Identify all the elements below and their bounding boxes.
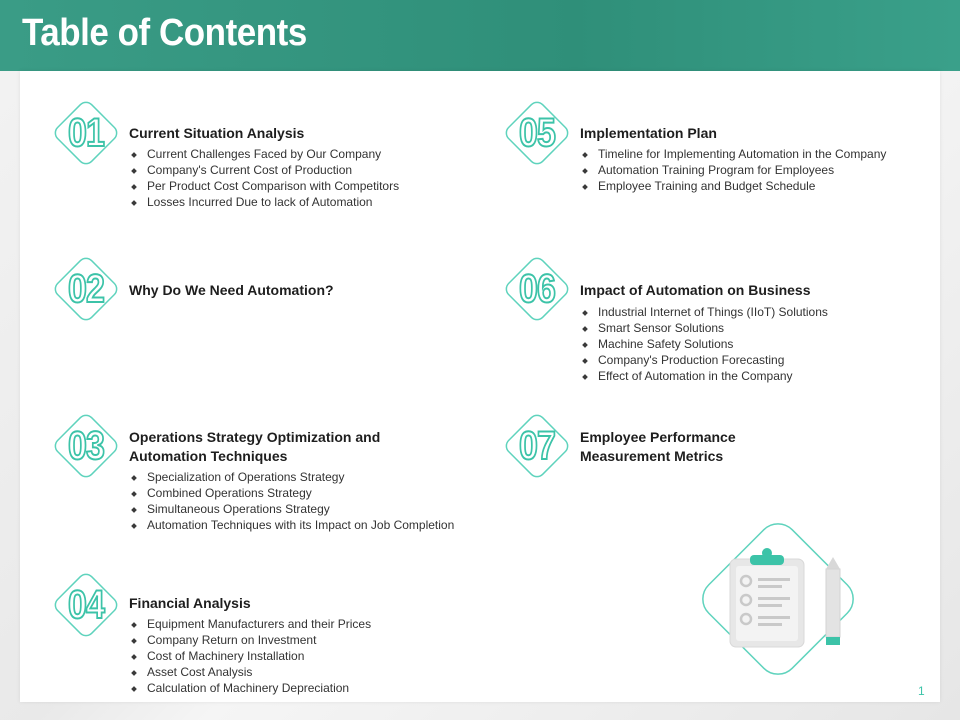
list-item: Industrial Internet of Things (IIoT) Solutions — [580, 304, 828, 320]
list-item: Per Product Cost Comparison with Competitors — [129, 178, 399, 194]
list-item: Company's Current Cost of Production — [129, 162, 399, 178]
list-item: Employee Training and Budget Schedule — [580, 178, 886, 194]
list-item: Company's Production Forecasting — [580, 352, 828, 368]
list-item: Company Return on Investment — [129, 632, 371, 648]
section-number: 02 — [67, 266, 105, 311]
section-number: 03 — [67, 423, 105, 468]
title-bar — [0, 0, 960, 71]
list-item: Effect of Automation in the Company — [580, 368, 828, 384]
list-item: Specialization of Operations Strategy — [129, 469, 454, 485]
list-item: Machine Safety Solutions — [580, 336, 828, 352]
section-items — [580, 146, 886, 194]
section-items — [129, 146, 399, 210]
list-item: Equipment Manufacturers and their Prices — [129, 616, 371, 632]
number-badge — [48, 251, 124, 327]
number-badge — [48, 567, 124, 643]
section-title: Employee Performance Measurement Metrics — [580, 429, 736, 464]
list-item: Cost of Machinery Installation — [129, 648, 371, 664]
section-items — [129, 616, 371, 696]
section-title: Operations Strategy Optimization and Automation Techniques — [129, 429, 381, 464]
section-items — [129, 469, 454, 533]
section-number: 05 — [518, 110, 556, 155]
number-badge — [499, 408, 575, 484]
section-number: 07 — [518, 423, 556, 468]
number-badge — [499, 95, 575, 171]
list-item: Smart Sensor Solutions — [580, 320, 828, 336]
section-title: Current Situation Analysis — [129, 125, 305, 141]
number-badge — [48, 95, 124, 171]
page-title: Table of Contents — [22, 12, 307, 54]
list-item: Asset Cost Analysis — [129, 664, 371, 680]
list-item: Current Challenges Faced by Our Company — [129, 146, 399, 162]
list-item: Automation Training Program for Employees — [580, 162, 886, 178]
section-number: 01 — [67, 110, 105, 155]
list-item: Automation Techniques with its Impact on Job Completion — [129, 517, 454, 533]
section-number: 04 — [67, 582, 105, 627]
list-item: Combined Operations Strategy — [129, 485, 454, 501]
section-title: Implementation Plan — [580, 125, 717, 141]
page-number: 1 — [918, 684, 925, 698]
section-title: Financial Analysis — [129, 595, 251, 611]
section-items — [580, 304, 828, 384]
section-number: 06 — [518, 266, 556, 311]
list-item: Calculation of Machinery Depreciation — [129, 680, 371, 696]
content-card — [20, 71, 940, 702]
list-item: Simultaneous Operations Strategy — [129, 501, 454, 517]
list-item: Timeline for Implementing Automation in the Company — [580, 146, 886, 162]
number-badge — [48, 408, 124, 484]
section-title: Why Do We Need Automation? — [129, 282, 334, 298]
clipboard-checklist-pencil-icon — [678, 499, 878, 704]
section-title: Impact of Automation on Business — [580, 282, 811, 298]
number-badge — [499, 251, 575, 327]
list-item: Losses Incurred Due to lack of Automation — [129, 194, 399, 210]
